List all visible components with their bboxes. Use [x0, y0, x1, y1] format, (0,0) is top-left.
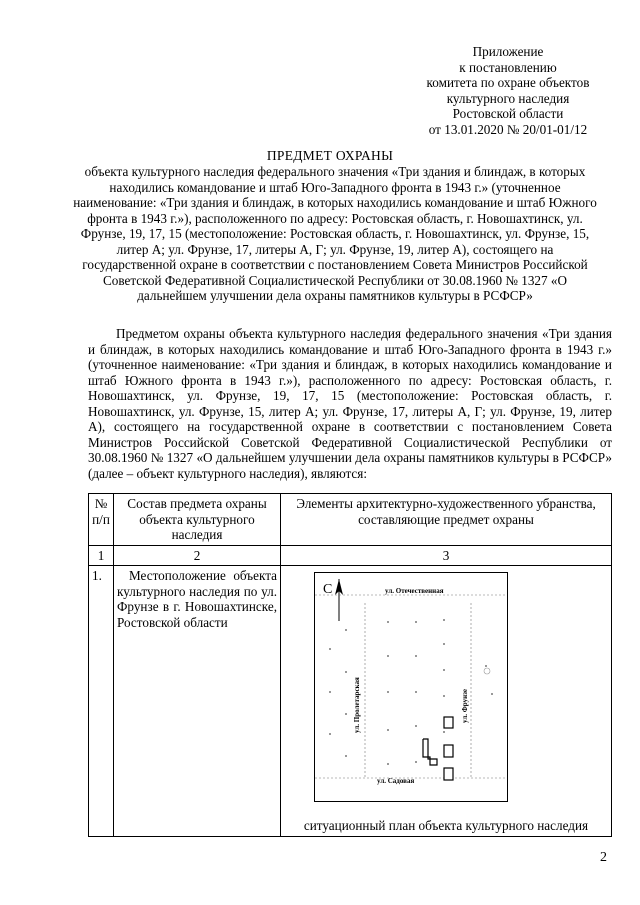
bunker-outline [423, 739, 437, 765]
building-outline [444, 745, 453, 757]
landmark-icon [484, 668, 490, 674]
appendix-block [390, 44, 626, 137]
situation-plan-map [314, 572, 508, 802]
header-number: № п/п [89, 494, 114, 546]
appendix-line: комитета по охране объектов [426, 75, 590, 90]
appendix-line: Приложение [472, 44, 544, 59]
header-elements: Элементы архитектурно-художественного убранства, составляющие предмет охраны [281, 494, 612, 546]
street-label-bottom: ул. Садовая [377, 777, 415, 785]
document-title: ПРЕДМЕТ ОХРАНЫ [266, 148, 394, 163]
row-subject: Местоположение объекта культурного наследия по ул. Фрунзе в г. Новошахтинске, Ростовской области [114, 566, 281, 837]
building-outline [444, 717, 453, 728]
map-drawing [315, 573, 507, 801]
street-label-left: ул. Пролетарская [353, 677, 361, 733]
appendix-line: культурного наследия [446, 90, 570, 106]
table-header-row [89, 494, 612, 546]
building-outline [444, 768, 453, 780]
table-row [89, 566, 612, 837]
row-map-cell [281, 566, 612, 837]
map-caption: ситуационный план объекта культурного наследия [303, 818, 589, 833]
header-subject: Состав предмета охраны объекта культурного наследия [114, 494, 281, 546]
row-number: 1. [89, 566, 114, 837]
appendix-line: Ростовской области [452, 106, 564, 121]
intro-paragraph: Предметом охраны объекта культурного наследия федерального значения «Три здания и блиндаж, в которых находились командование и штаб Юго-Западного фронта в 1943 г.» (уточненное наименование: «Три здания и блиндаж, в которых находились командование и штаб Южного фронта в 1943 г.»), расположенного по адресу: Ростовская область, г. Новошахтинск, ул. Фрунзе, 19, 17, 15 (местоположение: Ростовская область, г. Новошахтинск, ул. Фрунзе, 15, литер А; ул. Фрунзе, 17, литеры А, Г; ул. Фрунзе, 19, литер А), состоящего на государственной охране в соответствии с постановлением Совета Министров Российской Советской Федеративной Социалистической Республики от 30.08.1960 № 1327 «О дальнейшем улучшении дела охраны памятников культуры в РСФСР» (далее – объект культурного наследия), являются: [88, 326, 612, 481]
page-number: 2 [600, 850, 607, 865]
appendix-line: к постановлению [459, 59, 557, 75]
column-number: 2 [114, 545, 281, 566]
column-number: 1 [89, 545, 114, 566]
north-label: С [323, 582, 333, 597]
column-number-row [89, 545, 612, 566]
column-number: 3 [281, 545, 612, 566]
map-container [284, 568, 608, 818]
street-label-top: ул. Отечественная [385, 587, 444, 595]
street-label-right: ул. Фрунзе [461, 688, 469, 723]
protection-table [88, 493, 612, 837]
object-heading: объекта культурного наследия федерального значения «Три здания и блиндаж, в которых находились командование и штаб Юго-Западного фронта в 1943 г.» (уточненное наименование: «Три здания и блиндаж, в которых находились командование и штаб Южного фронта в 1943 г.»), расположенного по адресу: Ростовская область, г. Новошахтинск, ул. Фрунзе, 19, 17, 15 (местоположение: Ростовская область, г. Новошахтинск, ул. Фрунзе, 15, литер А; ул. Фрунзе, 17, литеры А, Г; ул. Фрунзе, 19, литер А), состоящего на государственной охране в соответствии с постановлением Совета Министров Российской Советской Федеративной Социалистической Республики от 30.08.1960 № 1327 «О дальнейшем улучшении дела охраны памятников культуры в РСФСР» [73, 164, 597, 303]
appendix-line: от 13.01.2020 № 20/01-01/12 [428, 121, 588, 137]
